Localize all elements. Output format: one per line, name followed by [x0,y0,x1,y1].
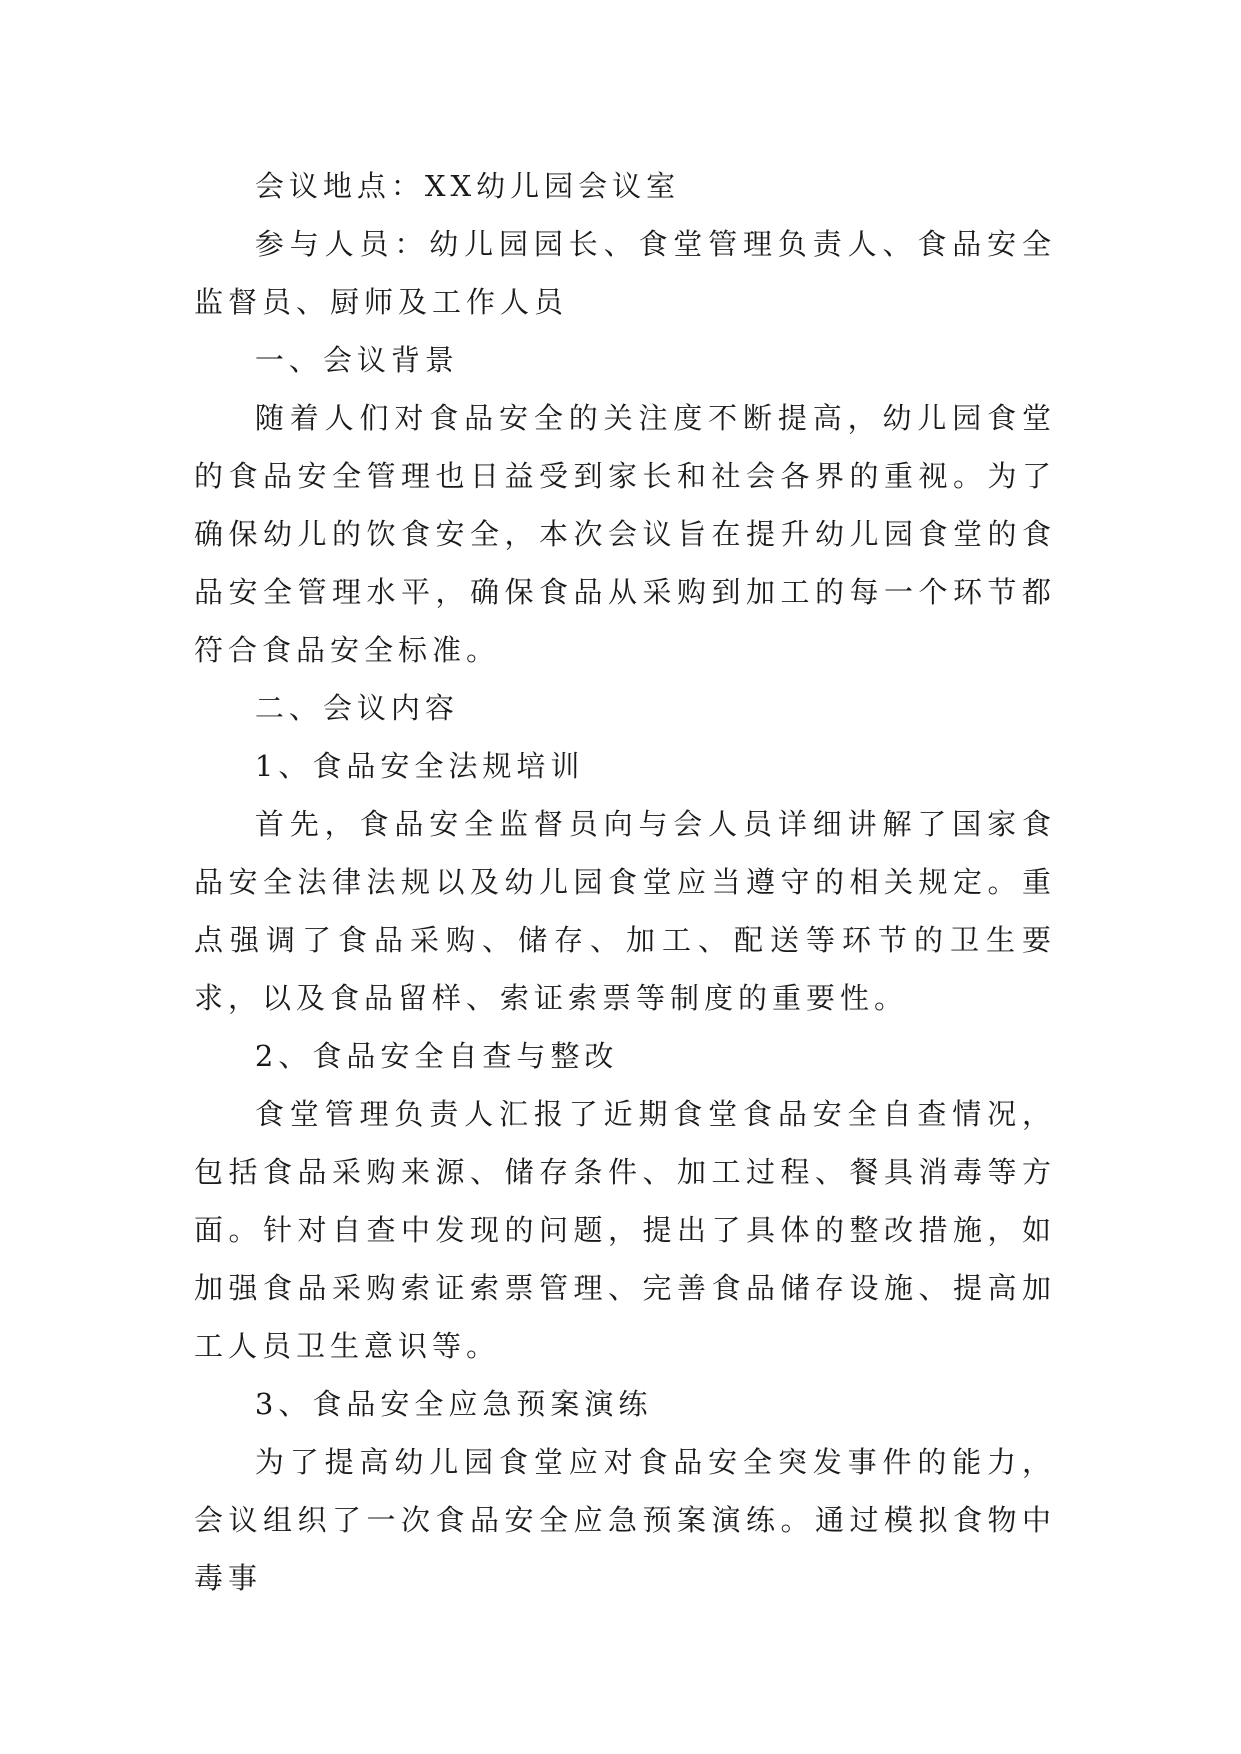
background-paragraph: 随着人们对食品安全的关注度不断提高，幼儿园食堂的食品安全管理也日益受到家长和社会各界的重视。为了确保幼儿的饮食安全，本次会议旨在提升幼儿园食堂的食品安全管理水平，确保食品从采购到加工的每一个环节都符合食品安全标准。 [194,401,1056,667]
meeting-location: 会议地点：XX幼儿园会议室 [254,169,681,203]
emergency-drill-paragraph: 为了提高幼儿园食堂应对食品安全突发事件的能力，会议组织了一次食品安全应急预案演练。通过模拟食物中毒事 [194,1445,1056,1595]
regulation-training-paragraph: 首先，食品安全监督员向与会人员详细讲解了国家食品安全法律法规以及幼儿园食堂应当遵守的相关规定。重点强调了食品采购、储存、加工、配送等环节的卫生要求，以及食品留样、索证索票等制度的重要性。 [194,807,1056,1015]
document-body [194,157,1056,1607]
subheading-self-inspection: 2、食品安全自查与整改 [254,1039,619,1073]
participants: 参与人员：幼儿园园长、食堂管理负责人、食品安全监督员、厨师及工作人员 [194,227,1056,319]
self-inspection-paragraph: 食堂管理负责人汇报了近期食堂食品安全自查情况，包括食品采购来源、储存条件、加工过程、餐具消毒等方面。针对自查中发现的问题，提出了具体的整改措施，如加强食品采购索证索票管理、完善食品储存设施、提高加工人员卫生意识等。 [194,1097,1056,1363]
section-heading-content: 二、会议内容 [254,691,459,725]
subheading-emergency-drill: 3、食品安全应急预案演练 [254,1387,653,1421]
subheading-regulation-training: 1、食品安全法规培训 [254,749,585,783]
section-heading-background: 一、会议背景 [254,343,459,377]
